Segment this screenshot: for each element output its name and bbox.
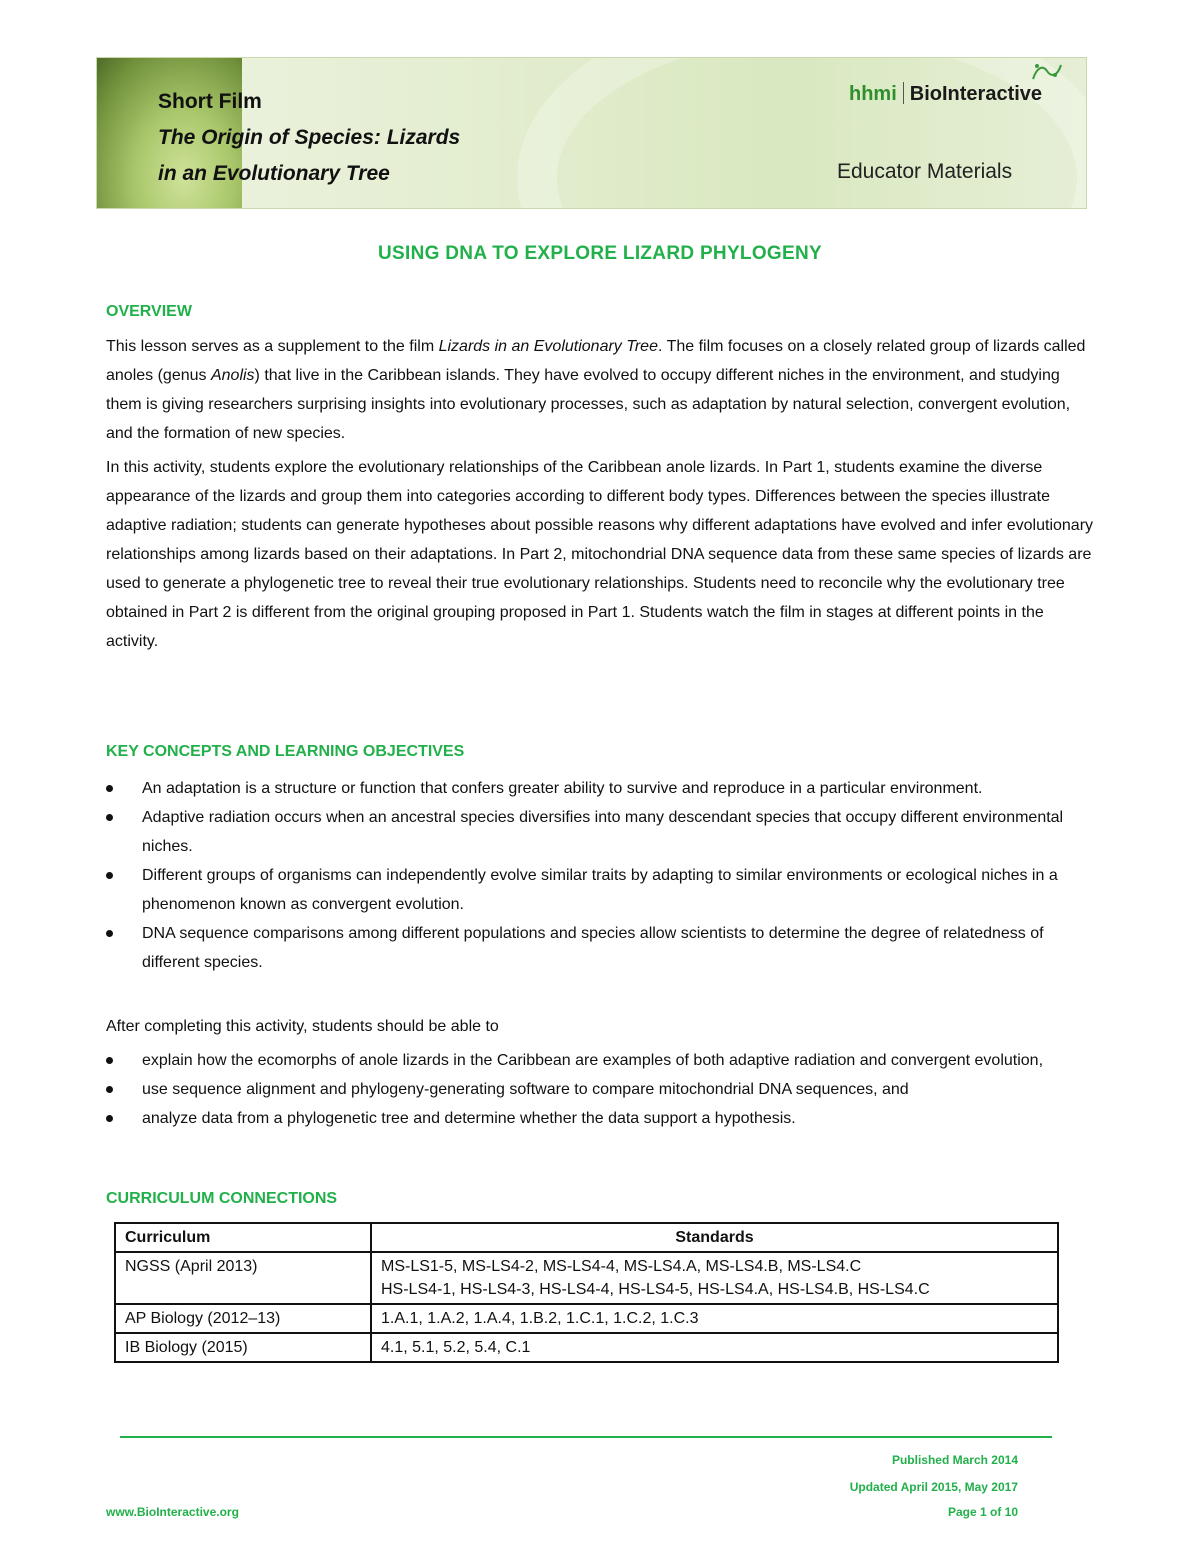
logo-bio-text: BioInteractive — [909, 83, 1043, 105]
overview-film-title: Lizards in an Evolutionary Tree — [438, 338, 658, 355]
curriculum-name: NGSS (April 2013) — [115, 1252, 371, 1304]
standards-cell: 1.A.1, 1.A.2, 1.A.4, 1.B.2, 1.C.1, 1.C.2, 1.C.3 — [371, 1304, 1058, 1333]
overview-p1-mid: . The film focuses on a closely related group of lizards called anoles (genus — [106, 338, 1086, 384]
key-concepts-list — [106, 774, 1098, 977]
curriculum-table — [114, 1222, 1059, 1363]
overview-text — [106, 332, 1098, 656]
overview-p1-before: This lesson serves as a supplement to the film — [106, 338, 439, 355]
standards-line: MS-LS1-5, MS-LS4-2, MS-LS4-4, MS-LS4.A, MS-LS4.B, MS-LS4.C — [381, 1258, 862, 1275]
column-header-curriculum: Curriculum — [115, 1223, 371, 1252]
objective-text: use sequence alignment and phylogeny-generating software to compare mitochondrial DNA sequences, and — [142, 1081, 909, 1098]
objectives-intro: After completing this activity, students should be able to — [106, 1018, 499, 1035]
curriculum-name: AP Biology (2012–13) — [115, 1304, 371, 1333]
film-title-line1: The Origin of Species: Lizards — [158, 126, 461, 149]
table-row — [115, 1304, 1058, 1333]
standards-cell: 4.1, 5.1, 5.2, 5.4, C.1 — [371, 1333, 1058, 1362]
concept-text: Adaptive radiation occurs when an ancestral species diversifies into many descendant species that occupy different environmental niches. — [142, 809, 1064, 855]
overview-p1-after: ) that live in the Caribbean islands. They have evolved to occupy different niches in the environment, and studying them is giving researchers surprising insights into evolutionary processes, such as adaptation by natural selection, convergent evolution, and the formation of new species. — [106, 367, 1071, 442]
curriculum-name: IB Biology (2015) — [115, 1333, 371, 1362]
materials-label: Educator Materials — [837, 160, 1013, 183]
footer-divider — [120, 1436, 1052, 1438]
list-item — [106, 803, 1098, 861]
overview-genus: Anolis — [210, 367, 255, 384]
hhmi-logo — [849, 82, 1042, 106]
curriculum-heading: CURRICULUM CONNECTIONS — [106, 1190, 338, 1207]
list-item — [106, 1046, 1098, 1075]
objectives-list — [106, 1046, 1098, 1133]
key-concepts-heading: KEY CONCEPTS AND LEARNING OBJECTIVES — [106, 743, 465, 760]
objective-text: explain how the ecomorphs of anole lizards in the Caribbean are examples of both adaptive radiation and convergent evolution, — [142, 1052, 1044, 1069]
overview-paragraph-1 — [106, 332, 1098, 448]
website-link[interactable]: www.BioInteractive.org — [106, 1505, 239, 1519]
list-item — [106, 774, 1098, 803]
published-date: Published March 2014 — [891, 1453, 1018, 1467]
table-row — [115, 1333, 1058, 1362]
updated-date: Updated April 2015, May 2017 — [849, 1480, 1018, 1494]
concept-text: Different groups of organisms can independently evolve similar traits by adapting to similar environments or ecological niches in a phenomenon known as convergent evolution. — [142, 867, 1058, 913]
overview-heading: OVERVIEW — [106, 303, 192, 320]
overview-paragraph-2: In this activity, students explore the evolutionary relationships of the Caribbean anole lizards. In Part 1, students examine the diverse appearance of the lizards and group them into categories according to different body types. Differences between the species illustrate adaptive radiation; students can generate hypotheses about possible reasons why different adaptations have evolved and infer evolutionary relationships among lizards based on their adaptations. In Part 2, mitochondrial DNA sequence data from these same species of lizards are used to generate a phylogenetic tree to reveal their true evolutionary relationships. Students need to reconcile why the evolutionary tree obtained in Part 2 is different from the original grouping proposed in Part 1. Students watch the film in stages at different points in the activity. — [106, 459, 1094, 650]
film-title-line2: in an Evolutionary Tree — [158, 162, 390, 185]
concept-text: DNA sequence comparisons among different populations and species allow scientists to determine the degree of relatedness of different species. — [142, 925, 1044, 971]
list-item — [106, 1075, 1098, 1104]
biointeractive-logo-icon — [1031, 61, 1063, 81]
list-item — [106, 919, 1098, 977]
banner-decoration — [517, 57, 1087, 209]
list-item — [106, 1104, 1098, 1133]
list-item — [106, 861, 1098, 919]
standards-line: HS-LS4-1, HS-LS4-3, HS-LS4-4, HS-LS4-5, HS-LS4.A, HS-LS4.B, HS-LS4.C — [381, 1281, 930, 1298]
logo-hhmi-text: hhmi — [849, 83, 897, 105]
film-type: Short Film — [158, 90, 262, 113]
table-header-row — [115, 1223, 1058, 1252]
objective-text: analyze data from a phylogenetic tree and determine whether the data support a hypothesis. — [142, 1110, 796, 1127]
standards-cell — [371, 1252, 1058, 1304]
concept-text: An adaptation is a structure or function that confers greater ability to survive and reproduce in a particular environment. — [142, 780, 983, 797]
table-row — [115, 1252, 1058, 1304]
page-title: USING DNA TO EXPLORE LIZARD PHYLOGENY — [378, 243, 822, 264]
page-number: Page 1 of 10 — [947, 1505, 1018, 1519]
column-header-standards: Standards — [371, 1223, 1058, 1252]
